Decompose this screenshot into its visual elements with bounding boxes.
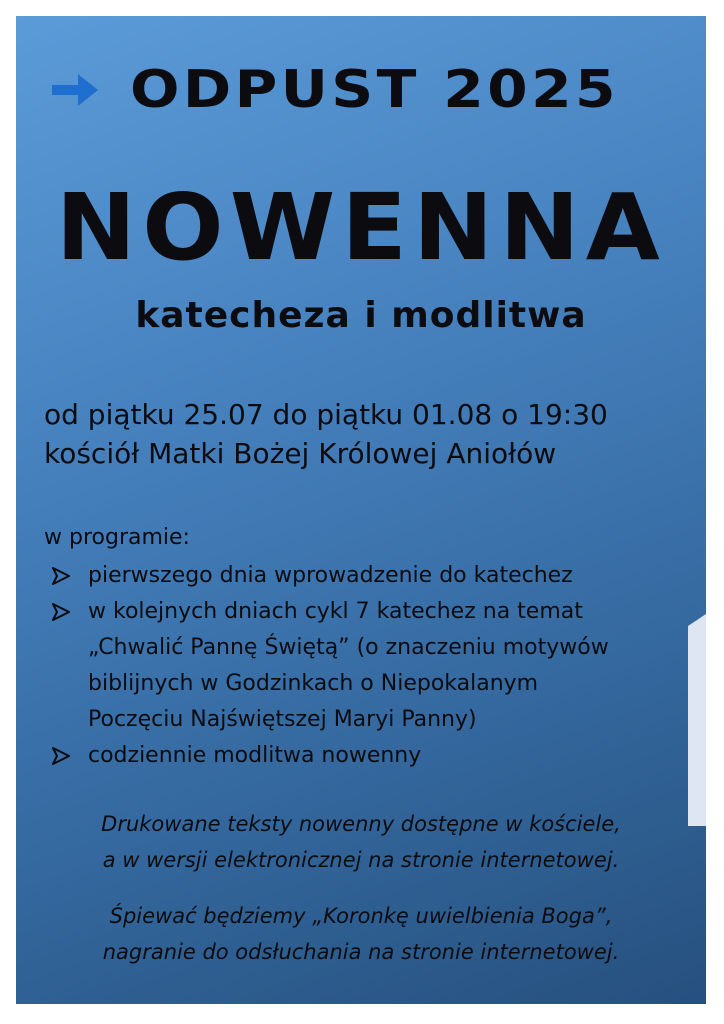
arrowhead-bullet-icon (52, 603, 70, 621)
program-item (52, 738, 692, 774)
program-item (52, 558, 692, 594)
subtitle: katecheza i modlitwa (135, 295, 587, 336)
note-line: nagranie do odsłuchania na stronie internetowej. (102, 940, 620, 964)
arrowhead-bullet-icon (52, 567, 70, 585)
note-line: Śpiewać będziemy „Koronkę uwielbienia Boga”, (109, 904, 613, 928)
arrowhead-bullet-icon (52, 747, 70, 765)
program-item (52, 594, 692, 738)
program-list (52, 558, 692, 774)
program-item-text: pierwszego dnia wprowadzenie do katechez (88, 563, 573, 588)
header-title: ODPUST 2025 (130, 60, 619, 120)
singing-note (16, 898, 706, 970)
note-line: Drukowane teksty nowenny dostępne w kościele, (101, 812, 621, 836)
program-item-text: codziennie modlitwa nowenny (88, 743, 422, 768)
dates-line: od piątku 25.07 do piątku 01.08 o 19:30 (44, 398, 608, 431)
program-item-line: „Chwalić Pannę Świętą” (o znaczeniu motywów (88, 635, 609, 660)
note-line: a w wersji elektronicznej na stronie internetowej. (102, 848, 620, 872)
program-item-line: w kolejnych dniach cykl 7 katechez na temat (88, 599, 583, 624)
printed-texts-note (16, 806, 706, 878)
poster (16, 16, 706, 1004)
program-label: w programie: (44, 525, 190, 550)
main-title: NOWENNA (55, 174, 667, 281)
header (50, 60, 619, 120)
place-line: kościół Matki Bożej Królowej Aniołów (44, 437, 557, 470)
program-item-line: biblijnych w Godzinkach o Niepokalanym (88, 671, 539, 696)
program-item-line: Poczęciu Najświętszej Maryi Panny) (88, 707, 477, 732)
right-arrow-icon (50, 70, 100, 110)
